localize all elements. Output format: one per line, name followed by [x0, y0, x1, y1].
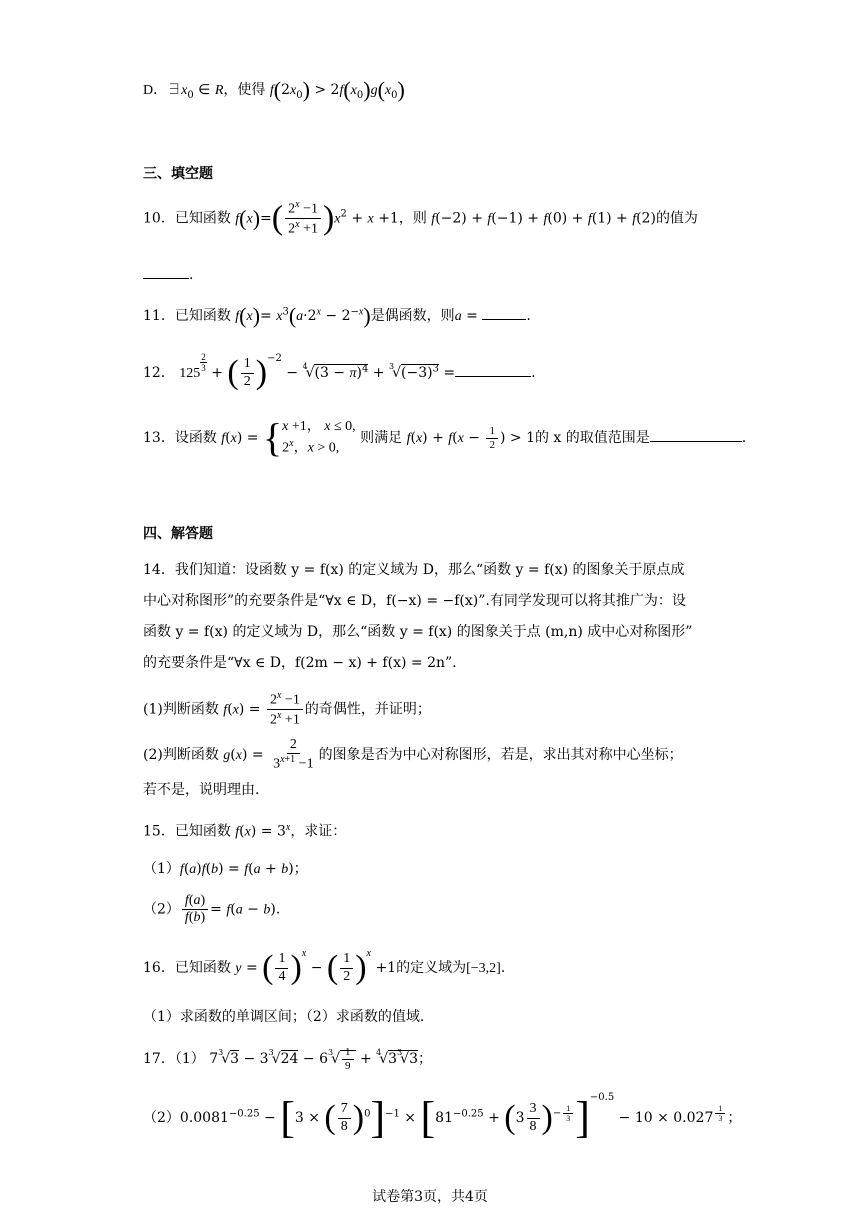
q10-prefix: 已知函数 [174, 210, 231, 227]
question-14-line-1: 14．我们知道：设函数 y = f(x) 的定义域为 D，那么“函数 y = f(x) 的图象关于原点成 [143, 562, 685, 578]
q9-option-d: D．$\exists x_0$ ∈ R，使得 $f(2x_0) > 2f(x_0)g(x_0)$ [143, 77, 405, 102]
question-15: 15．已知函数 $f(x) = 3^x$，求证： [143, 822, 347, 840]
question-13: 13．设函数 f(x) = { x +1， x ≤ 0, 2$^x$，x > 0, 则满足 f(x) + f(x − $\frac{1}{2}$ ) > 1的 x 的取值范围是 . [143, 415, 747, 461]
answer-blank[interactable] [455, 364, 531, 377]
question-15-part-2: （2） $\frac{f(a)}{f(b)}$ = f(a − b). [143, 893, 281, 926]
question-14-part-2-line-2: 若不是，说明理由. [143, 782, 260, 798]
section-fill-in-title: 三、填空题 [143, 166, 213, 182]
answer-blank[interactable] [650, 429, 742, 442]
question-11: 11．已知函数 $f(x)= x^3(a\cdot 2^x - 2^{-x})$是偶函数，则a = . [143, 303, 531, 328]
question-12: 12． 125 $^{\frac{2}{3}}$ + ( $\frac{1}{2}$ )$^{-2} - ^4√(3 - \pi)^4 + ^3√(-3)^3$ = . [143, 352, 536, 391]
answer-blank[interactable] [482, 307, 526, 320]
page-footer: 试卷第3页，共4页 [372, 1189, 488, 1205]
question-14-line-3: 函数 y = f(x) 的定义域为 D，那么“函数 y = f(x) 的图象关于点 (m,n) 成中心对称图形” [143, 624, 693, 640]
q16-domain: [−3,2] [466, 961, 501, 976]
question-14-part-2: (2)判断函数 g(x) = $\frac{2}{3^{x+1} -1}$ 的图象是否为中心对称图形，若是，求出其对称中心坐标； [143, 737, 683, 772]
q10-answer-line: . [143, 266, 193, 284]
q10-number: 10． [143, 210, 175, 227]
question-16-parts: （1）求函数的单调区间；（2）求函数的值域. [143, 1009, 425, 1025]
question-17-part-1: 17．（1） $7^3√3 - 3^3√24 - 6^3√$ $\frac{1}{9}$ + $^4√3^3√3$； [143, 1046, 433, 1072]
question-15-part-1: （1）f(a)f(b) = f(a + b)； [143, 861, 308, 877]
question-14-line-2: 中心对称图形”的充要条件是“∀x ∈ D，f(−x) = −f(x)”.有同学发现可以将其推广为：设 [143, 593, 686, 609]
answer-blank[interactable] [143, 266, 189, 279]
question-17-part-2: $(2)0.0081^{-0.25} - [3$ × ( $\frac{7}{8}$ )$^0]^{-1} \times [81^{-0.25} + (3$ $\frac{3}{8}$ )$^{- \frac{1}{3}}$ ]$^{-0.5}$ − 10 × 0.027 $^{\frac{1}{3}}$ ； [143, 1092, 742, 1142]
section-answer-title: 四、解答题 [143, 526, 213, 542]
question-10: 10．已知函数 f(x)=( $\frac{2^x -1}{2^x +1}$ )$x^2 + x +1$，则 f(−2) + f(−1) + f(0) + f(1) + f(2)的值为 [143, 199, 698, 237]
question-14-line-4: 的充要条件是“∀x ∈ D，f(2m − x) + f(x) = 2n”. [143, 655, 457, 671]
question-16: 16．已知函数 y = ( $\frac{1}{4}$ )$^x$ − ( $\frac{1}{2}$ )$^x$ +1的定义域为[−3,2]. [143, 948, 506, 986]
q10-mid: ，则 [398, 210, 427, 227]
q10-suffix: 的值为 [655, 210, 698, 227]
question-14-part-1: (1)判断函数 f(x) = $\frac{2^x -1}{2^x +1}$ 的奇偶性，并证明； [143, 690, 431, 728]
